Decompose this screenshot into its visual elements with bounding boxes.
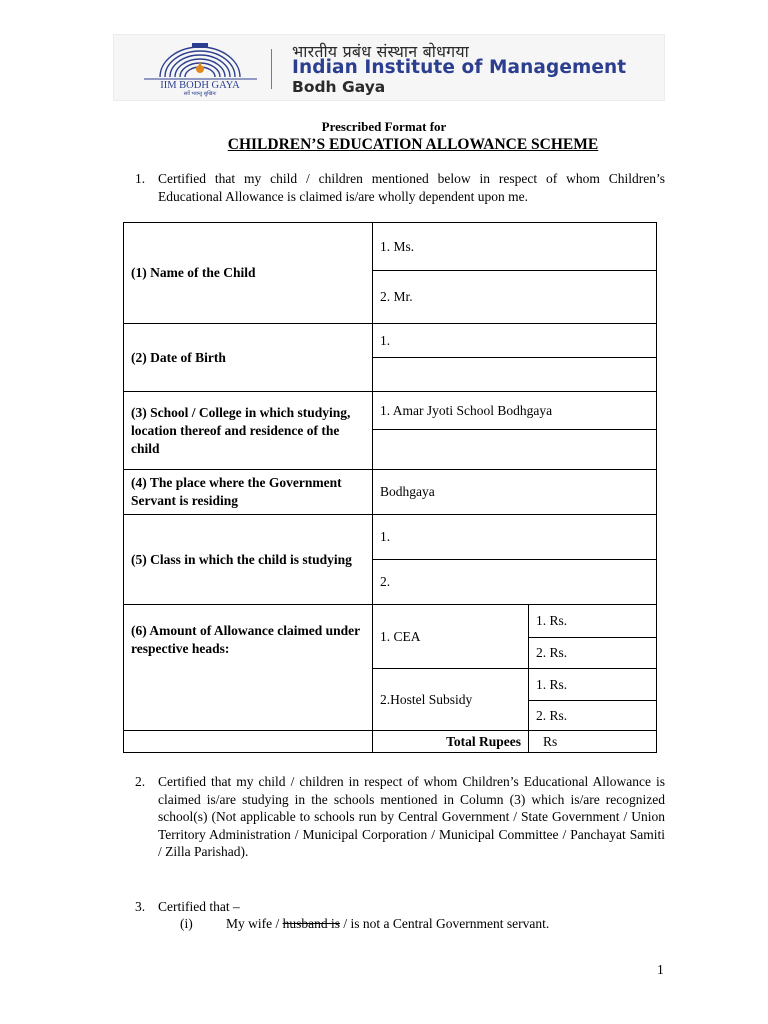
amount-claimed-label: (6) Amount of Allowance claimed under respective heads: xyxy=(124,605,373,731)
class-label: (5) Class in which the child is studying xyxy=(124,515,373,605)
institute-name-hindi: भारतीय प्रबंध संस्थान बोधगया xyxy=(292,42,469,61)
class-2[interactable]: 2. xyxy=(373,560,657,605)
paragraph-2 xyxy=(135,773,665,861)
logo-tagline: सर्वे भवन्तु सुखिनः xyxy=(183,91,217,97)
prescribed-label: Prescribed Format for xyxy=(321,119,447,134)
paragraph-text: Certified that my child / children in respect of whom Children’s Educational Allowance is claimed is/are studying in the schools mentioned in Column (3) which is/are recognized school(s) (Not applicable to schools run by Central Government / State Government / Union Territory Administration / Municipal Corporation / Municipal Committee / Panchayat Samiti / Zilla Parishad). xyxy=(158,774,665,859)
iim-bodh-gaya-logo xyxy=(138,39,263,97)
hostel-amount-2[interactable]: 2. Rs. xyxy=(529,701,657,731)
child-name-2[interactable]: 2. Mr. xyxy=(373,271,657,324)
paragraph-number: 1. xyxy=(135,171,146,186)
residing-place-label: (4) The place where the Government Servant is residing xyxy=(124,470,373,515)
date-of-birth-label: (2) Date of Birth xyxy=(124,324,373,392)
cea-amount-2[interactable]: 2. Rs. xyxy=(529,638,657,669)
class-1[interactable]: 1. xyxy=(373,515,657,560)
hostel-subsidy-label: 2.Hostel Subsidy xyxy=(373,669,529,731)
school-2[interactable] xyxy=(373,430,657,470)
institute-name: Indian Institute of Management xyxy=(292,57,627,78)
header-divider xyxy=(271,49,272,89)
cea-amount-1[interactable]: 1. Rs. xyxy=(529,605,657,638)
total-rupees-value[interactable]: Rs xyxy=(529,731,657,753)
total-rupees-label: Total Rupees xyxy=(373,731,529,753)
name-of-child-label: (1) Name of the Child xyxy=(124,223,373,324)
paragraph-3 xyxy=(135,898,665,916)
form-title: CHILDREN’S EDUCATION ALLOWANCE SCHEME xyxy=(227,136,599,153)
logo-text: IIM BODH GAYA xyxy=(160,80,240,91)
school-label: (3) School / College in which studying, location thereof and residence of the child xyxy=(124,392,373,470)
child-name-1[interactable]: 1. Ms. xyxy=(373,223,657,271)
clause-text xyxy=(226,916,549,932)
hostel-amount-1[interactable]: 1. Rs. xyxy=(529,669,657,701)
dob-1[interactable]: 1. xyxy=(373,324,657,358)
institute-header xyxy=(113,34,665,101)
page-number: 1 xyxy=(657,962,664,977)
total-row-spacer xyxy=(124,731,373,753)
cea-label: 1. CEA xyxy=(373,605,529,669)
child-details-table xyxy=(123,222,657,753)
school-1[interactable]: 1. Amar Jyoti School Bodhgaya xyxy=(373,392,657,430)
paragraph-1 xyxy=(135,170,665,205)
clause-prefix: My wife / xyxy=(226,916,283,931)
residing-place-value[interactable]: Bodhgaya xyxy=(373,470,657,515)
institute-place: Bodh Gaya xyxy=(292,78,386,96)
paragraph-text: Certified that – xyxy=(158,899,240,914)
struck-text: husband is xyxy=(282,916,340,931)
clause-numeral: (i) xyxy=(180,916,193,931)
paragraph-number: 2. xyxy=(135,774,146,789)
paragraph-text: Certified that my child / children mentioned below in respect of whom Children’s Educational Allowance is claimed is/are wholly dependent upon me. xyxy=(158,171,665,204)
dob-2[interactable] xyxy=(373,358,657,392)
paragraph-number: 3. xyxy=(135,899,146,914)
clause-suffix: / is not a Central Government servant. xyxy=(340,916,550,931)
